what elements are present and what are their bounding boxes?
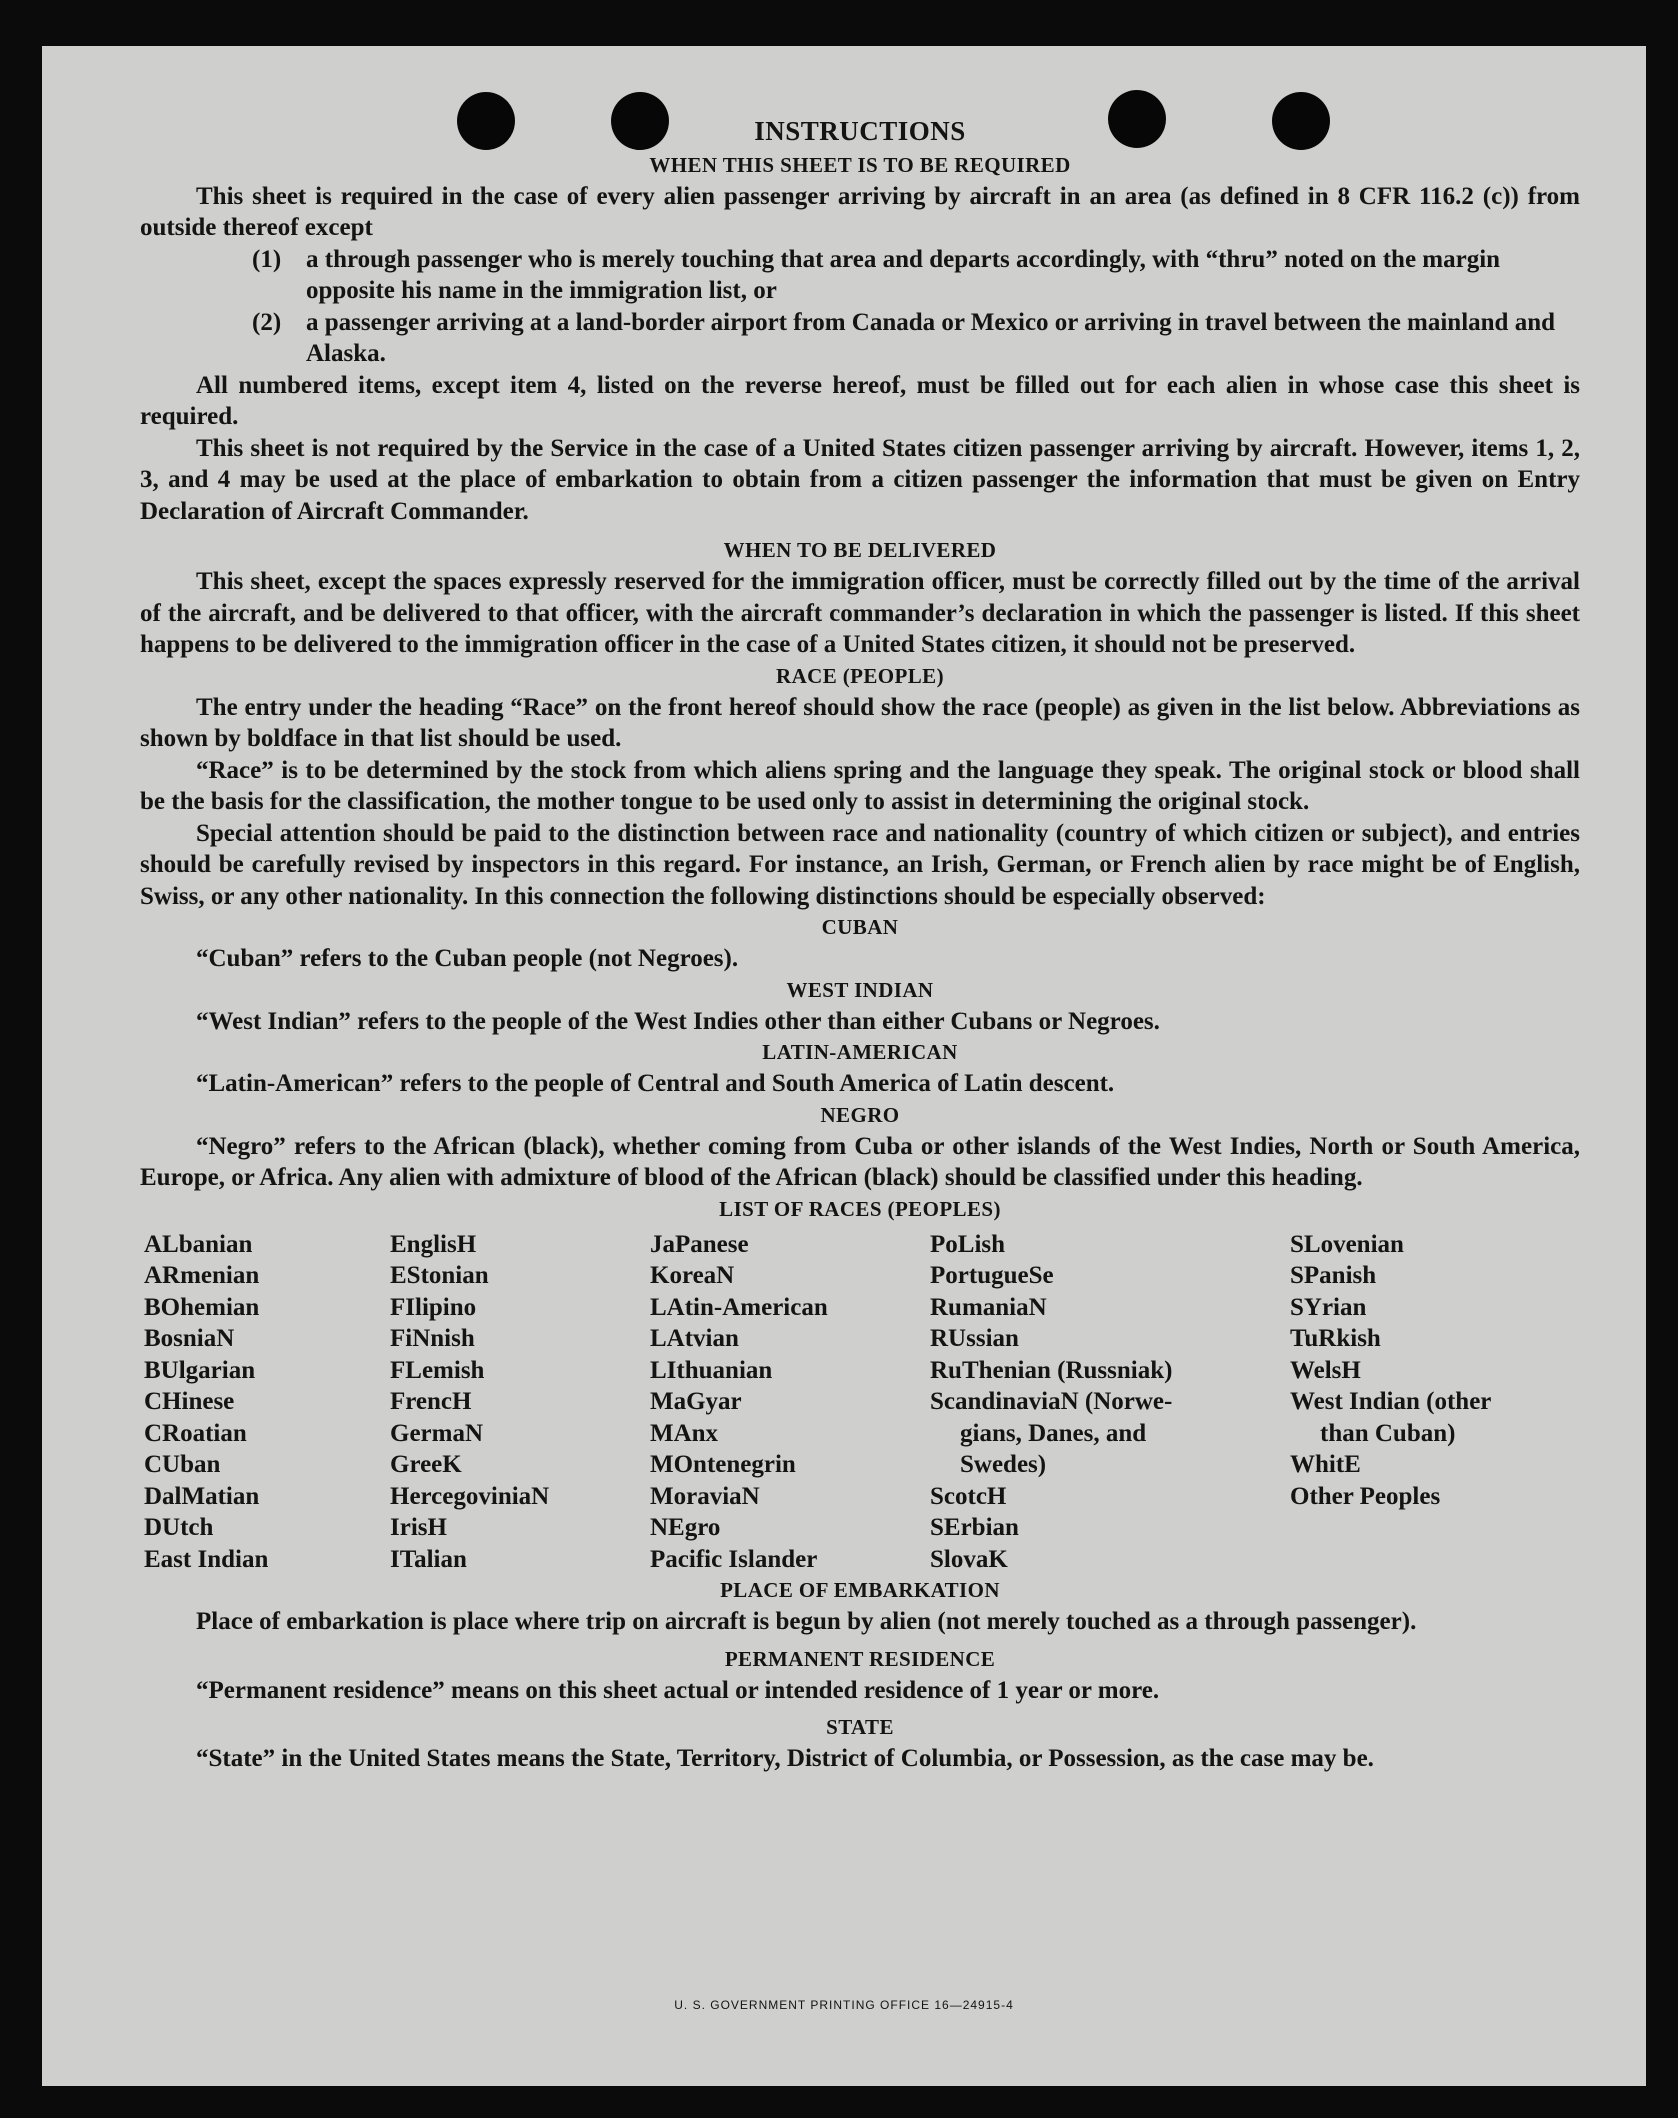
race-entry: BUlgarian: [144, 1356, 256, 1384]
race-entry: MOntenegrin: [650, 1451, 796, 1478]
race-entry: MaGyar: [650, 1388, 742, 1415]
race-entry: SPanish: [1290, 1262, 1377, 1289]
instructions-body: [140, 116, 1580, 1775]
race-entry: FiNnish: [390, 1325, 475, 1352]
races-column-1: [144, 1229, 390, 1576]
race-paragraph-2: “Race” is to be determined by the stock from which aliens spring and the language they speak. The original stock or blood shall be the basis for the classification, the mother tongue to be used only to assist in determining the original stock.: [140, 756, 1580, 815]
item-number: (2): [252, 308, 282, 336]
race-entry: East Indian: [144, 1545, 269, 1573]
race-entry: LIthuanian: [650, 1356, 773, 1384]
heading-place-of-embarkation: PLACE OF EMBARKATION: [720, 1578, 1000, 1602]
race-entry: LAtin-American: [650, 1293, 828, 1321]
race-entry: ScandinaviaN (Norwe-: [930, 1388, 1173, 1415]
race-entry: ARmenian: [144, 1262, 260, 1289]
races-column-5: [1290, 1229, 1580, 1576]
west-indian-paragraph: “West Indian” refers to the people of the West Indies other than either Cubans or Negroes.: [196, 1007, 1160, 1035]
race-entry: SYrian: [1290, 1293, 1367, 1321]
race-entry: CRoatian: [144, 1419, 247, 1447]
race-entry: RuThenian (Russniak): [930, 1356, 1173, 1384]
state-paragraph: “State” in the United States means the State, Territory, District of Columbia, or Possession, as the case may be.: [196, 1745, 1374, 1772]
printing-office-footer: U. S. GOVERNMENT PRINTING OFFICE 16—24915-4: [674, 1998, 1014, 2012]
races-column-2: [390, 1229, 650, 1576]
race-entry: CHinese: [144, 1388, 235, 1415]
heading-when-required: WHEN THIS SHEET IS TO BE REQUIRED: [649, 152, 1071, 177]
race-entry: DalMatian: [144, 1482, 260, 1510]
race-entry: CUban: [144, 1451, 221, 1478]
embarkation-paragraph: Place of embarkation is place where trip on aircraft is begun by alien (not merely touched as a through passenger).: [196, 1608, 1417, 1635]
race-entry: EnglisH: [390, 1230, 477, 1258]
heading-west-indian: WEST INDIAN: [786, 977, 934, 1002]
race-entry: WhitE: [1290, 1451, 1361, 1478]
race-entry: PortugueSe: [930, 1262, 1054, 1289]
race-entry: JaPanese: [650, 1230, 749, 1258]
document-page: [42, 46, 1646, 2086]
heading-latin-american: LATIN-AMERICAN: [762, 1040, 958, 1064]
item-text: a passenger arriving at a land-border airport from Canada or Mexico or arriving in travel between the mainland and Alaska.: [306, 308, 1556, 367]
race-entry: SErbian: [930, 1514, 1019, 1541]
race-entry: West Indian (other: [1290, 1388, 1492, 1415]
negro-paragraph: “Negro” refers to the African (black), whether coming from Cuba or other islands of the West Indies, North or South America, Europe, or Africa. Any alien with admixture of blood of the African (black) should be classified under this heading.: [140, 1132, 1580, 1191]
races-column-3: [650, 1229, 930, 1576]
delivery-paragraph: This sheet, except the spaces expressly reserved for the immigration officer, must be correctly filled out by the time of the arrival of the aircraft, and be delivered to that officer, with the aircraft commander’s declaration in which the passenger is listed. If this sheet happens to be delivered to the immigration officer in the case of a United States citizen, it should not be preserved.: [140, 568, 1580, 658]
race-entry: EStonian: [390, 1262, 489, 1289]
race-entry: SLovenian: [1290, 1230, 1404, 1258]
race-entry: PoLish: [930, 1230, 1006, 1258]
heading-list-of-races: LIST OF RACES (PEOPLES): [719, 1196, 1001, 1221]
races-list: [140, 1229, 1580, 1576]
race-entry: Swedes): [960, 1451, 1047, 1478]
heading-race: RACE (PEOPLE): [776, 663, 944, 688]
race-entry: RUssian: [930, 1325, 1019, 1352]
exception-item-2: [252, 307, 1580, 370]
race-entry: than Cuban): [1320, 1419, 1456, 1447]
race-entry: Pacific Islander: [650, 1545, 818, 1573]
cuban-paragraph: “Cuban” refers to the Cuban people (not Negroes).: [196, 945, 739, 972]
race-entry: ALbanian: [144, 1230, 253, 1258]
heading-state: STATE: [826, 1715, 894, 1739]
page-title: INSTRUCTIONS: [754, 116, 966, 146]
race-entry: MAnx: [650, 1419, 719, 1447]
race-entry: ITalian: [390, 1545, 467, 1573]
heading-negro: NEGRO: [820, 1102, 900, 1127]
race-entry: BosniaN: [144, 1325, 235, 1352]
item-number: (1): [252, 245, 282, 273]
race-entry: DUtch: [144, 1514, 214, 1541]
heading-when-delivered: WHEN TO BE DELIVERED: [723, 538, 997, 562]
race-entry: BOhemian: [144, 1293, 260, 1321]
races-column-4: [930, 1229, 1290, 1576]
race-entry: TuRkish: [1290, 1325, 1381, 1352]
race-entry: HercegoviniaN: [390, 1482, 550, 1510]
race-entry: ScotcH: [930, 1482, 1007, 1510]
residence-paragraph: “Permanent residence” means on this sheet actual or intended residence of 1 year or more.: [196, 1676, 1160, 1704]
race-paragraph-3: Special attention should be paid to the distinction between race and nationality (country of which citizen or subject), and entries should be carefully revised by inspectors in this regard. For instance, an Irish, German, or French alien by race might be of English, Swiss, or any other nationality. In this connection the following distinctions should be especially observed:: [140, 819, 1580, 910]
heading-permanent-residence: PERMANENT RESIDENCE: [724, 1646, 996, 1671]
race-entry: FrencH: [390, 1388, 472, 1415]
race-entry: RumaniaN: [930, 1293, 1047, 1321]
race-paragraph-1: The entry under the heading “Race” on the front hereof should show the race (people) as given in the list below. Abbreviations as shown by boldface in that list should be used.: [140, 693, 1580, 752]
race-entry: GermaN: [390, 1419, 484, 1447]
race-entry: WelsH: [1290, 1356, 1361, 1384]
race-entry: IrisH: [390, 1514, 447, 1541]
race-entry: LAtvian: [650, 1325, 739, 1352]
race-entry: MoraviaN: [650, 1482, 760, 1510]
race-entry: Other Peoples: [1290, 1482, 1441, 1510]
exception-item-1: [252, 244, 1580, 307]
citizen-paragraph: This sheet is not required by the Service in the case of a United States citizen passenger arriving by aircraft. However, items 1, 2, 3, and 4 may be used at the place of embarkation to obtain from a citizen passenger the information that must be given on Entry Declaration of Aircraft Commander.: [140, 434, 1580, 525]
numbered-items-paragraph: All numbered items, except item 4, listed on the reverse hereof, must be filled out for each alien in whose case this sheet is required.: [140, 371, 1580, 430]
race-entry: FIlipino: [390, 1293, 477, 1321]
race-entry: gians, Danes, and: [960, 1419, 1147, 1447]
heading-cuban: CUBAN: [821, 915, 899, 939]
race-entry: GreeK: [390, 1451, 462, 1478]
item-text: a through passenger who is merely touching that area and departs accordingly, with “thru” noted on the margin opposite his name in the immigration list, or: [306, 245, 1501, 304]
race-entry: FLemish: [390, 1356, 485, 1384]
race-entry: KoreaN: [650, 1262, 735, 1289]
when-required-intro: This sheet is required in the case of every alien passenger arriving by aircraft in an area (as defined in 8 CFR 116.2 (c)) from outside thereof except: [140, 182, 1580, 241]
race-entry: NEgro: [650, 1514, 721, 1541]
latin-american-paragraph: “Latin-American” refers to the people of Central and South America of Latin descent.: [196, 1070, 1115, 1097]
race-entry: SlovaK: [930, 1545, 1008, 1573]
